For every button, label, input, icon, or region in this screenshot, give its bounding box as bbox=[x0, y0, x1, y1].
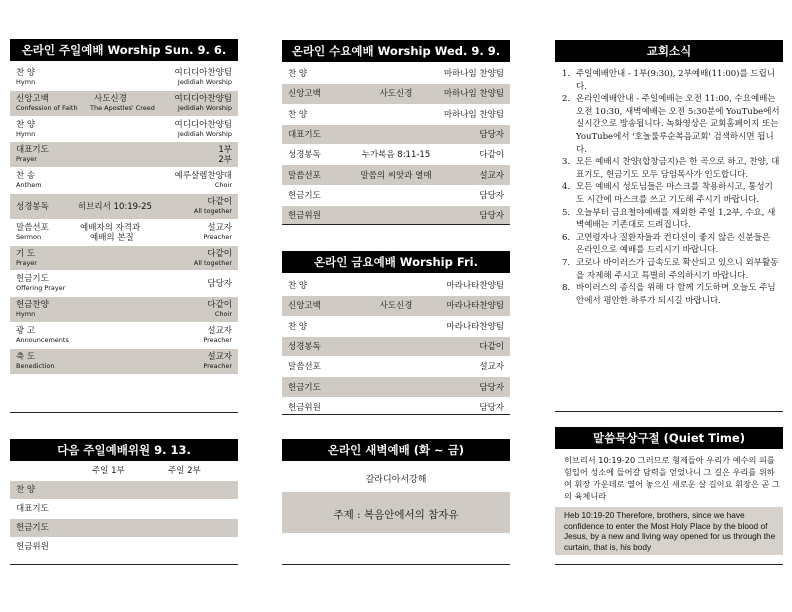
sunday-item-mid-2: 예배의 본질 bbox=[90, 232, 134, 243]
friday-item-right: 마라나타찬양팀 bbox=[446, 281, 504, 292]
wednesday-item-mid: 사도신경 bbox=[379, 89, 413, 100]
sunday-item-kr: 대표기도 bbox=[16, 145, 49, 156]
next-week-role: 헌금위원 bbox=[16, 542, 49, 552]
sunday-item-en: Offering Prayer bbox=[16, 284, 66, 293]
sunday-item-right-2: Jedidiah Worship bbox=[177, 103, 232, 112]
sunday-item-right-2: 2부 bbox=[218, 155, 232, 166]
news-item-number: 6. bbox=[562, 232, 571, 243]
wednesday-service-panel bbox=[282, 40, 510, 226]
sunday-item-right-2: Jedidiah Worship bbox=[177, 78, 232, 86]
friday-divider bbox=[282, 414, 510, 415]
wednesday-title: 온라인 수요예배 Worship Wed. 9. 9. bbox=[282, 40, 510, 62]
wednesday-row bbox=[282, 84, 510, 104]
news-item bbox=[562, 282, 780, 307]
news-item bbox=[562, 232, 780, 257]
friday-row bbox=[282, 398, 510, 418]
dawn-theme: 주제 : 복음안에서의 참자유 bbox=[333, 509, 459, 521]
wednesday-item-kr: 찬 양 bbox=[288, 69, 308, 80]
sunday-item-right-2: All together bbox=[193, 258, 232, 267]
wednesday-row bbox=[282, 165, 510, 185]
wednesday-item-right: 설교자 bbox=[479, 170, 504, 181]
next-week-role: 헌금기도 bbox=[16, 523, 49, 533]
wednesday-item-mid: 말씀의 씨앗과 열매 bbox=[360, 170, 432, 181]
sunday-item-right: 여디디아찬양팀 bbox=[174, 119, 232, 130]
sunday-item-right: 여디디아찬양팀 bbox=[174, 68, 232, 78]
friday-item-kr: 성경봉독 bbox=[288, 342, 321, 353]
sunday-item-right-2: Choir bbox=[214, 181, 232, 190]
sunday-row bbox=[10, 323, 238, 349]
sunday-item-en: Benediction bbox=[16, 361, 55, 370]
sunday-item-kr: 찬 양 bbox=[16, 119, 36, 130]
sunday-row bbox=[10, 297, 238, 323]
sunday-item-right: 1부 bbox=[218, 145, 232, 156]
wednesday-item-right: 다같이 bbox=[479, 150, 504, 161]
sunday-row bbox=[10, 246, 238, 272]
friday-item-kr: 헌금기도 bbox=[288, 382, 321, 393]
sunday-item-en: Prayer bbox=[16, 155, 37, 164]
friday-item-kr: 말씀선포 bbox=[288, 362, 321, 373]
friday-item-right: 마라나타찬양팀 bbox=[446, 301, 504, 312]
news-item-text: 주일예배안내 - 1부(9:30), 2부예배(11:00)를 드립니다. bbox=[576, 69, 776, 92]
wednesday-row bbox=[282, 186, 510, 206]
wednesday-order-list bbox=[282, 64, 510, 226]
sunday-item-en: Hymn bbox=[16, 129, 36, 138]
sunday-item-kr: 말씀선포 bbox=[16, 222, 49, 233]
wednesday-item-right: 담당자 bbox=[479, 130, 504, 141]
church-news-panel bbox=[555, 40, 783, 307]
next-week-list bbox=[10, 481, 238, 557]
col-sunday-1: 주일 1부 bbox=[92, 466, 125, 476]
sunday-item-en: Sermon bbox=[16, 232, 42, 241]
news-item bbox=[562, 257, 780, 282]
wednesday-item-kr: 대표기도 bbox=[288, 130, 321, 141]
wednesday-item-right: 담당자 bbox=[479, 211, 504, 222]
sunday-item-mid: 사도신경 bbox=[94, 93, 127, 104]
sunday-item-mid: 히브리서 10:19-25 bbox=[78, 201, 152, 212]
sunday-order-list bbox=[10, 65, 238, 375]
wednesday-item-right: 마하나임 찬양팀 bbox=[443, 89, 504, 100]
sunday-item-right: 다같이 bbox=[207, 196, 232, 207]
sunday-item-kr: 신앙고백 bbox=[16, 93, 49, 104]
next-week-title: 다음 주일예배위원 9. 13. bbox=[10, 439, 238, 461]
next-week-panel bbox=[10, 439, 238, 557]
sunday-row bbox=[10, 168, 238, 194]
friday-item-kr: 신앙고백 bbox=[288, 301, 321, 312]
qt-english: Heb 10:19-20 Therefore, brothers, since we have confidence to enter the Most Holy Place by the blood of Jesus, by a new and living way opened for us through the curtain, that is, his body bbox=[564, 510, 776, 552]
sunday-item-kr: 찬 송 bbox=[16, 171, 36, 182]
friday-row bbox=[282, 317, 510, 337]
news-item-number: 2. bbox=[562, 94, 571, 105]
qt-korean-ref: 히브리서 10:19-20 그러므로 bbox=[564, 455, 670, 465]
sunday-title: 온라인 주일예배 Worship Sun. 9. 6. bbox=[10, 39, 238, 61]
news-item-text: 모든 예배시 찬양(합창금지)은 한 곡으로 하고, 찬양, 대표기도, 헌금기도 모두 담임목사가 인도합니다. bbox=[576, 157, 780, 180]
wednesday-item-kr: 성경봉독 bbox=[288, 150, 321, 161]
news-list bbox=[555, 68, 783, 307]
sunday-divider bbox=[10, 412, 238, 413]
sunday-item-en: Confession of Faith bbox=[16, 103, 78, 112]
dawn-divider bbox=[282, 564, 510, 565]
friday-item-right: 마라나타찬양팀 bbox=[446, 321, 504, 332]
news-item bbox=[562, 68, 780, 93]
friday-item-right: 설교자 bbox=[479, 362, 504, 373]
col-sunday-2: 주일 2부 bbox=[168, 466, 201, 476]
sunday-item-en: Hymn bbox=[16, 78, 36, 86]
news-item bbox=[562, 93, 780, 156]
friday-item-kr: 헌금위원 bbox=[288, 402, 321, 413]
wednesday-row bbox=[282, 145, 510, 165]
qt-divider bbox=[555, 564, 783, 565]
friday-row bbox=[282, 276, 510, 296]
dawn-title: 온라인 새벽예배 (화 ~ 금) bbox=[282, 439, 510, 461]
wednesday-item-kr: 신앙고백 bbox=[288, 89, 321, 100]
wednesday-row bbox=[282, 105, 510, 125]
next-week-col-headers bbox=[10, 461, 238, 481]
news-item-text: 고연령자나 질환자들과 컨디션이 좋지 않은 신분들은 온라인으로 예배를 드리시기 바랍니다. bbox=[576, 232, 771, 256]
wednesday-row bbox=[282, 125, 510, 145]
sunday-item-kr: 광 고 bbox=[16, 325, 36, 336]
sunday-item-en: Announcements bbox=[16, 335, 69, 344]
sunday-item-right: 담당자 bbox=[207, 279, 232, 290]
sunday-item-right: 예루살렘찬양대 bbox=[174, 171, 232, 182]
sunday-item-right-2: Preacher bbox=[203, 361, 232, 370]
friday-title: 온라인 금요예배 Worship Fri. bbox=[282, 251, 510, 273]
news-item-text: 오늘부터 금요철야예배를 제외한 주일 1,2부, 수요, 새벽예배는 기존대로 드려집니다. bbox=[576, 207, 776, 231]
sunday-service-panel bbox=[10, 39, 238, 375]
news-item-text: 바이러스의 종식을 위해 다 함께 기도하며 오늘도 주님안에서 평안한 하루가 되시길 바랍니다. bbox=[576, 283, 776, 306]
friday-item-kr: 찬 양 bbox=[288, 281, 308, 292]
news-item bbox=[562, 156, 780, 181]
sunday-item-kr: 기 도 bbox=[16, 248, 36, 259]
wednesday-item-right: 마하나임 찬양팀 bbox=[443, 69, 504, 80]
friday-row bbox=[282, 337, 510, 357]
sunday-row bbox=[10, 349, 238, 375]
news-item-number: 8. bbox=[562, 283, 571, 294]
sunday-item-right: 다같이 bbox=[207, 300, 232, 311]
sunday-row bbox=[10, 194, 238, 220]
next-week-row bbox=[10, 481, 238, 500]
next-week-row bbox=[10, 500, 238, 519]
news-item-text: 코로나 바이러스가 급속도로 확산되고 있으니 외부활동을 자제해 주시고 특별히 주의하시기 바랍니다. bbox=[576, 257, 779, 281]
next-week-divider bbox=[10, 564, 238, 565]
qt-english-box bbox=[555, 507, 783, 555]
wednesday-item-kr: 찬 양 bbox=[288, 109, 308, 120]
sunday-item-right-2: Preacher bbox=[203, 232, 232, 241]
sunday-item-en: Hymn bbox=[16, 310, 36, 319]
sunday-item-mid-en: The Apostles' Creed bbox=[90, 103, 155, 112]
sunday-item-right: 다같이 bbox=[207, 248, 232, 259]
news-item-number: 7. bbox=[562, 257, 571, 268]
friday-item-right: 다같이 bbox=[479, 342, 504, 353]
sunday-item-right-2: Choir bbox=[214, 310, 232, 319]
news-item-number: 1. bbox=[562, 69, 571, 79]
news-item-text: 모든 예배시 성도님들은 마스크를 착용하시고, 통성기도 시간에 마스크를 쓰고 기도해 주시기 바랍니다. bbox=[576, 182, 773, 205]
friday-item-mid: 사도신경 bbox=[379, 301, 413, 312]
sunday-item-mid: 예배자의 자격과 bbox=[80, 222, 141, 233]
sunday-item-en: Prayer bbox=[16, 258, 37, 267]
wednesday-item-kr: 말씀선포 bbox=[288, 170, 321, 181]
sunday-item-kr: 찬 양 bbox=[16, 68, 36, 78]
news-item bbox=[562, 207, 780, 232]
friday-order-list bbox=[282, 276, 510, 418]
next-week-role: 찬 양 bbox=[16, 485, 36, 495]
sunday-item-kr: 헌금찬양 bbox=[16, 300, 49, 311]
sunday-row bbox=[10, 220, 238, 246]
sunday-item-right: 설교자 bbox=[207, 351, 232, 362]
sunday-row bbox=[10, 117, 238, 143]
sunday-row bbox=[10, 91, 238, 117]
sunday-row bbox=[10, 65, 238, 91]
friday-item-right: 담당자 bbox=[479, 402, 504, 413]
sunday-item-right: 설교자 bbox=[207, 325, 232, 336]
dawn-book: 갈라디아서강해 bbox=[365, 475, 427, 485]
sunday-row bbox=[10, 271, 238, 297]
wednesday-item-mid: 누가복음 8:11-15 bbox=[361, 150, 431, 161]
sunday-item-kr: 축 도 bbox=[16, 351, 36, 362]
news-item-number: 4. bbox=[562, 182, 571, 193]
sunday-item-kr: 성경봉독 bbox=[16, 201, 49, 212]
friday-item-right: 담당자 bbox=[479, 382, 504, 393]
sunday-item-right: 설교자 bbox=[207, 222, 232, 233]
wednesday-item-kr: 헌금기도 bbox=[288, 190, 321, 201]
wednesday-item-kr: 헌금위원 bbox=[288, 211, 321, 222]
sunday-item-right-2: All together bbox=[193, 206, 232, 215]
dawn-theme-box bbox=[282, 492, 510, 533]
sunday-row bbox=[10, 142, 238, 168]
sunday-item-en: Anthem bbox=[16, 181, 42, 190]
next-week-role: 대표기도 bbox=[16, 504, 49, 514]
sunday-item-right-2: Jedidiah Worship bbox=[177, 129, 232, 138]
news-title: 교회소식 bbox=[555, 40, 783, 62]
qt-title: 말씀묵상구절 (Quiet Time) bbox=[555, 427, 783, 449]
news-item-number: 3. bbox=[562, 157, 571, 168]
news-item-number: 5. bbox=[562, 207, 571, 218]
sunday-item-right: 여디디아찬양팀 bbox=[174, 93, 232, 104]
qt-korean bbox=[555, 449, 783, 507]
news-item-text: 온라인예배안내 - 주일예배는 오전 11:00, 수요예배는 오전 10:30, 새벽예배는 오전 5:30분에 YouTube에서 실시간으로 방송됩니다. 녹화영상은 교회홈페이지 또는 YouTube에서 '호놀룰루순복음교회' 검색하시면 됩니다. bbox=[576, 94, 780, 155]
qt-korean-text: 형제들아 우리가 예수의 피를 힘입어 성소에 들어갈 담력을 얻었나니 그 길은 우리를 위하여 휘장 가운데로 열어 놓으신 새로운 살 길이요 휘장은 곧 그의 육체니라 bbox=[564, 455, 780, 501]
friday-row bbox=[282, 357, 510, 377]
wednesday-item-right: 담당자 bbox=[479, 190, 504, 201]
dawn-service-panel bbox=[282, 439, 510, 533]
wednesday-row bbox=[282, 64, 510, 84]
sunday-item-right-2: Preacher bbox=[203, 335, 232, 344]
news-item bbox=[562, 181, 780, 206]
next-week-row bbox=[10, 519, 238, 538]
quiet-time-panel bbox=[555, 427, 783, 555]
friday-service-panel bbox=[282, 251, 510, 418]
friday-row bbox=[282, 296, 510, 316]
wednesday-divider bbox=[282, 224, 510, 225]
next-week-row bbox=[10, 538, 238, 557]
wednesday-item-right: 마하나임 찬양팀 bbox=[443, 109, 504, 120]
news-divider bbox=[555, 411, 783, 412]
friday-item-kr: 찬 양 bbox=[288, 321, 308, 332]
sunday-item-kr: 헌금기도 bbox=[16, 274, 49, 285]
friday-row bbox=[282, 377, 510, 397]
